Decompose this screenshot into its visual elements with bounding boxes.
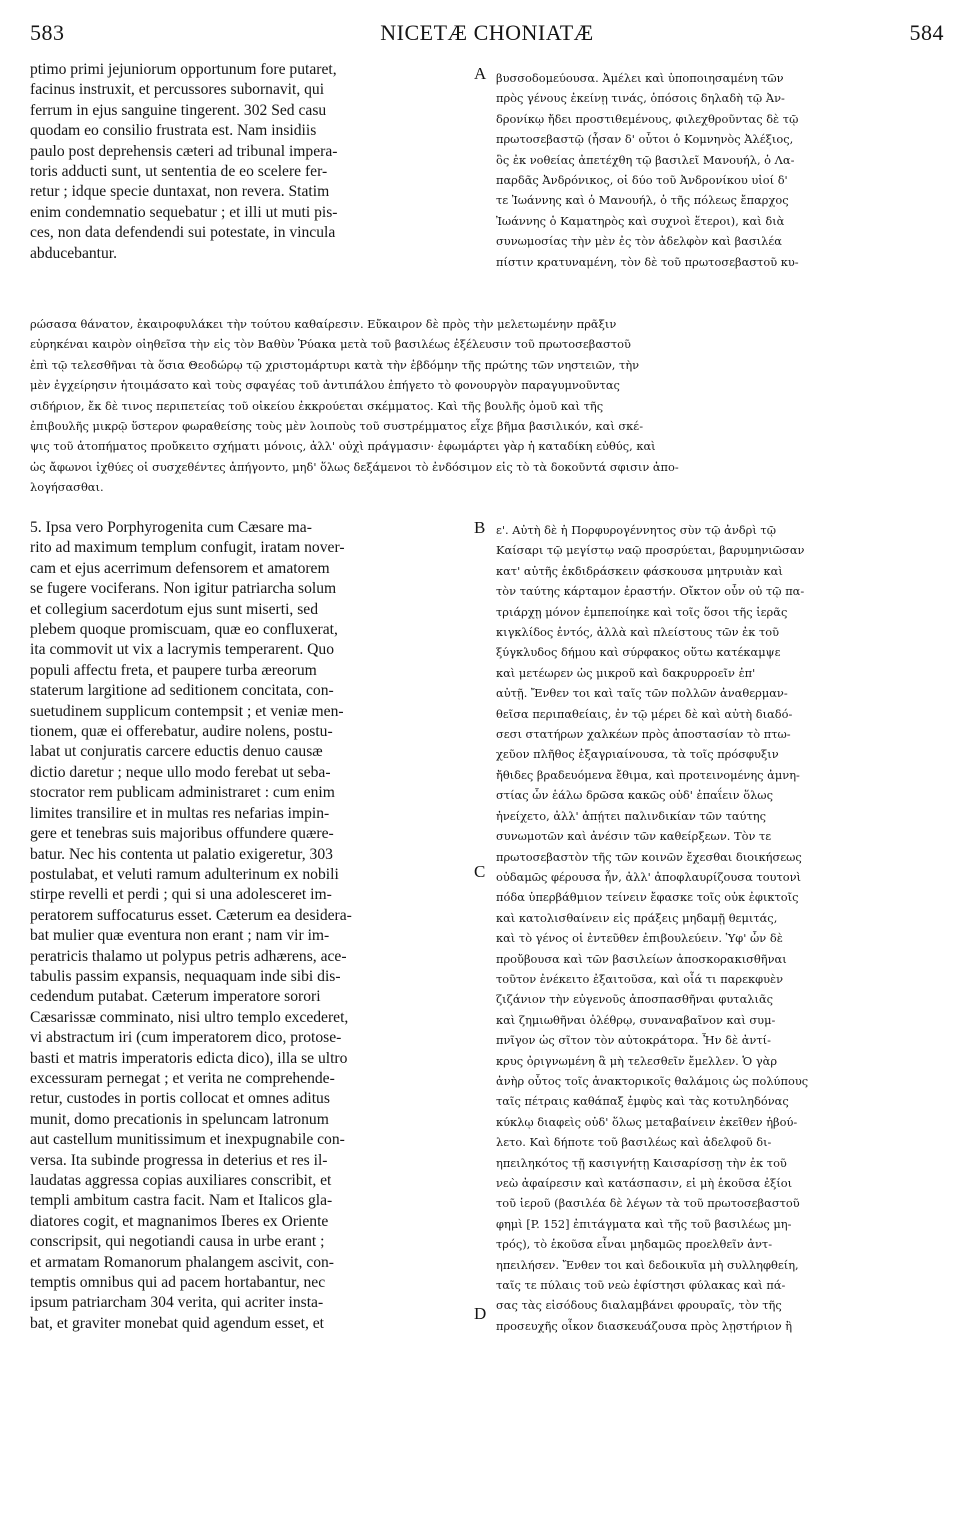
latin-column-top: ptimo primi jejuniorum opportunum fore putaret, facinus instruxit, et percussores subornavit, qui ferrum in ejus sanguine tingerent. 302 Sed casu quodam eo consilio frustrata est. Nam insidiis paulo post deprehensis cæteri ad tribunal impera- toris adducti sunt, ut sententia de eo scelere fer- retur ; idque specie duntaxat, non revera. Statim enim condemnatio sequebatur ; et illi ut muti pis- ces, non data defendendi sui potestate, in vincula abducebantur.	[30, 61, 338, 262]
greek-column-bottom: ε'. Αὐτὴ δὲ ἡ Πορφυρογέννητος σὺν τῷ ἀνδρὶ τῷ Καίσαρι τῷ μεγίστῳ ναῷ προσρύεται, βαρυμηνιῶσαν κατ' αὐτῆς ἐκδιδράσκειν φάσκουσα μητρυιὰν καὶ τὸν ταύτης κάρταμον ἐραστήν. Οἴκτον οὖν οὐ τῷ πα- τριάρχῃ μόνον ἐμπεποίηκε καὶ τοῖς ὅσοι τῆς ἱερᾶς κιγκλίδος ἐντός, ἀλλὰ καὶ πλείστους τῶν ἐκ τοῦ ξύγκλυδος δήμου καὶ σύρφακος οὕτω κατέκαμψε καὶ μετέωρεν ὡς μικροῦ καὶ δακρυρροεῖν ἐπ' αὐτῇ. Ἔνθεν τοι καὶ ταῖς τῶν πολλῶν ἀναθερμαν- θεῖσα περιπαθείαις, ἐν τῷ μέρει δὲ καὶ αὐτὴ διαδό- σεσι στατήρων χαλκέων πρὸς ἀποστασίαν τὸ πτω- χεῦον πλῆθος ἐξαγριαίνουσα, τὰ τοῖς πρόσφυξιν ἤθιδες βραδευόμενα ἔθιμα, καὶ προτεινομένης ἀμνη- στίας ὧν ἑάλω δρῶσα κακῶς οὐδ' ἐπαΐειν ὅλως ἠνείχετο, ἀλλ' ἀπῄτει παλινδικίαν τῶν ταύτης συνωμοτῶν καὶ ἀνέσιν τῶν καθείρξεων. Τὸν τε πρωτοσεβαστὸν τῆς τῶν κοινῶν ἔχεσθαι διοικήσεως οὐδαμῶς φέρουσα ἦν, ἀλλ' ἀποφλαυρίζουσα τουτονὶ πόδα ὑπερβάθμιον τείνειν ἔφασκε τοῖς οὐκ ἐφικτοῖς καὶ κατολισθαίνειν εἰς πράξεις μηδαμῇ θεμιτάς, καὶ τὸ γένος οἱ ἐντεῦθεν ἐπιβουλεύειν. Ὑφ' ὧν δὲ προὔβουσα καὶ τῶν βασιλείων ἀποσκορακισθῆναι τοῦτον ἐνέκειτο ἐξαιτοῦσα, καὶ οἷά τι παρεκφυὲν ζιζάνιον τὴν εὐγενοῦς ἀποσπασθῆναι φυταλιᾶς καὶ ζημιωθῆναι ὀλέθρῳ, συναναβαῖνον καὶ συμ- πνῖγον ὡς σῖτον τὸν αὐτοκράτορα. Ἦν δὲ ἀντί- κρυς ὀριγνωμένη ἃ μὴ τελεσθεῖν ἔμελλεν. Ὁ γὰρ ἀνὴρ οὗτος τοῖς ἀνακτορικοῖς θαλάμοις ὡς πολύπους ταῖς πέτραις καθάπαξ ἐμφὺς καὶ τὰς κοτυληδόνας κύκλῳ διαφεὶς οὐδ' ὅλως μεταβαίνειν ἐκεῖθεν ἠβού- λετο. Καὶ δήποτε τοῦ βασιλέως καὶ ἀδελφοῦ δι- ηπειληκότος τῇ κασιγνήτῃ Καισαρίσσῃ τὴν ἐκ τοῦ νεὼ ἀφαίρεσιν καὶ κατάσπασιν, εἰ μὴ ἑκοῦσα ἐξίοι τοῦ ἱεροῦ (βασιλέα δὲ λέγων τὰ τοῦ πρωτοσεβαστοῦ φημὶ [P. 152] ἐπιτάγματα καὶ τῆς τοῦ βασιλέως μη- τρός), τὸ ἑκοῦσα εἶναι μηδαμῶς προελθεῖν ἀντ- ηπειλήσεν. Ἔνθεν τοι καὶ δεδοικυῖα μὴ συλληφθείη, ταῖς τε πύλαις τοῦ νεὼ ἐφίστησι φύλακας καὶ πά- σας τὰς εἰσόδους διαλαμβάνει φρουραῖς, τὸν τῆς προσευχῆς οἶκον διασκευάζουσα πρὸς λῃστήριον ἢ	[496, 523, 809, 1333]
left-page-number: 583	[30, 20, 65, 45]
margin-letter-a: A	[474, 64, 487, 83]
right-page-number: 584	[909, 20, 944, 45]
margin-letter-c: C	[474, 862, 486, 881]
latin-column-bottom: 5. Ipsa vero Porphyrogenita cum Cæsare ma- rito ad maximum templum confugit, iratam nover- cam et ejus acerrimum defensorem et amatorem se fugere vociferans. Non igitur patriarcha solum et collegium sacerdotum ejus sunt miserti, sed plebem quoque promiscuam, quæ eo confluxerat, ita commovit ut vix a lacrymis temperarent. Quo populi affectu freta, et paupere turba æreorum staterum largitione ad seditionem concitata, con- suetudinem supplicum contempsit ; et veniæ men- tionem, quæ ei offerebatur, audire nolens, postu- labat ut conjuratis carcere eductis denuo causæ dictio daretur ; neque ullo modo ferebat ut seba- stocrator rem publicam administraret : cum enim limites transilire et in multas res nefarias impin- gere et tenebras suis majoribus offundere quære- batur. Nec his contenta ut palatio exigeretur, 303 postulabat, et veluti ramum adulterinum ex nobili stirpe revelli et perdi ; qui si una adolesceret im- peratorem suffocaturus esset. Cæterum ea desidera- bat mulier quæ eventura non erant ; nam vir im- peratricis thalamo ut polypus petris adhærens, ace- tabulis passim expansis, nequaquam inde sibi dis- cedendum putabat. Cæterum imperatore sorori Cæsarissæ comminato, nisi ultro templo excederet, vi abstractum iri (cum imperatorem dico, protose- basti et matris imperatoris edicta dico), illa se ultro excessuram pernegat ; et verita ne comprehende- retur, custodes in portis collocat et omnes aditus munit, domo precationis in speluncam latronum aut castellum munitissimum et inexpugnabile con- versa. Ita subinde progressa in deterius et res il- laudatas aggressa copias auxiliares conscribit, et templi ambitum castra facit. Nam et Italicos gla- diatores cogit, et magnanimos Iberes ex Oriente conscripsit, qui negotiandi causa in urbe erant ; et armatam Romanorum phalangem ascivit, con- temptis omnibus qui ad pacem hortabantur, nec ipsum patriarcham 304 verita, qui acriter insta- bat, et graviter monebat quid agendum esset, et	[30, 519, 352, 1332]
greek-full-width-passage: ρώσασα θάνατον, ἐκαιροφυλάκει τὴν τούτου καθαίρεσιν. Εὔκαιρον δὲ πρὸς τὴν μελετωμένην πρᾶξιν εὑρηκέναι καιρὸν οἰηθεῖσα τὴν εἰς τὸν Βαθὺν Ῥύακα μετὰ τοῦ βασιλέως ἐξέλευσιν τοῦ πρωτοσεβαστοῦ ἐπὶ τῷ τελεσθῆναι τὰ ὅσια Θεοδώρῳ τῷ χριστομάρτυρι κατὰ τὴν ἑβδόμην τῆς πρώτης τῶν νηστειῶν, τὴν μὲν ἐγχείρησιν ἡτοιμάσατο καὶ τοὺς σφαγέας τοῦ ἀντιπάλου ἐπήγετο τὸ φονουργὸν παραγυμνοῦντας σιδήριον, ἔκ δὲ τινος περιπετείας τοῦ οἰκείου ἐκκρούεται σκέμματος. Καὶ τῆς βουλῆς ὁμοῦ καὶ τῆς ἐπιβουλῆς μικρῷ ὕστερον φωραθείσης τοὺς μὲν λοιποὺς τοῦ συστρέμματος εἶχε βῆμα βασιλικόν, καὶ σκέ- ψις τοῦ ἀτοπήματος προὔκειτο σχήματι μόνοις, ἀλλ' οὐχὶ πράγμασιν· ἐφωμάρτει γὰρ ἡ καταδίκη εὐθύς, καὶ ὡς ἄφωνοι ἰχθύες οἱ συσχεθέντες ἀπήγοντο, μηδ' ὅλως δεξάμενοι τὸ ἐνδόσιμον εἰς τὸ τὰ δοκοῦντά σφισιν ἀπο- λογήσασθαι.	[30, 317, 679, 495]
margin-letter-d: D	[474, 1304, 487, 1323]
running-title: NICETÆ CHONIATÆ	[380, 20, 594, 45]
running-header	[30, 20, 944, 50]
greek-column-top: βυσσοδομεύουσα. Ἀμέλει καὶ ὑποποιησαμένη τῶν πρὸς γένους ἐκείνῃ τινάς, ὁπόσοις δηλαδὴ τῷ Ἀν- δρονίκῳ ἤδει προστιθεμένους, φιλεχθροῦντας δὲ τῷ πρωτοσεβαστῷ (ἦσαν δ' οὗτοι ὁ Κομνηνὸς Ἀλέξιος, ὃς ἐκ νοθείας ἀπετέχθη τῷ βασιλεῖ Μανουήλ, ὁ Λα- παρδᾶς Ἀνδρόνικος, οἱ δύο τοῦ Ἀνδρονίκου υἱοί δ' τε Ἰωάννης καὶ ὁ Μανουήλ, ὁ τῆς πόλεως ἔπαρχος Ἰωάννης ὁ Καματηρὸς καὶ συχνοὶ ἕτεροι), καὶ διὰ συνωμοσίας τὴν μὲν ἐς τὸν ἀδελφὸν καὶ βασιλέα πίστιν κρατυναμένη, τὸν δὲ τοῦ πρωτοσεβαστοῦ κυ-	[496, 71, 799, 269]
margin-letter-b: B	[474, 518, 486, 537]
